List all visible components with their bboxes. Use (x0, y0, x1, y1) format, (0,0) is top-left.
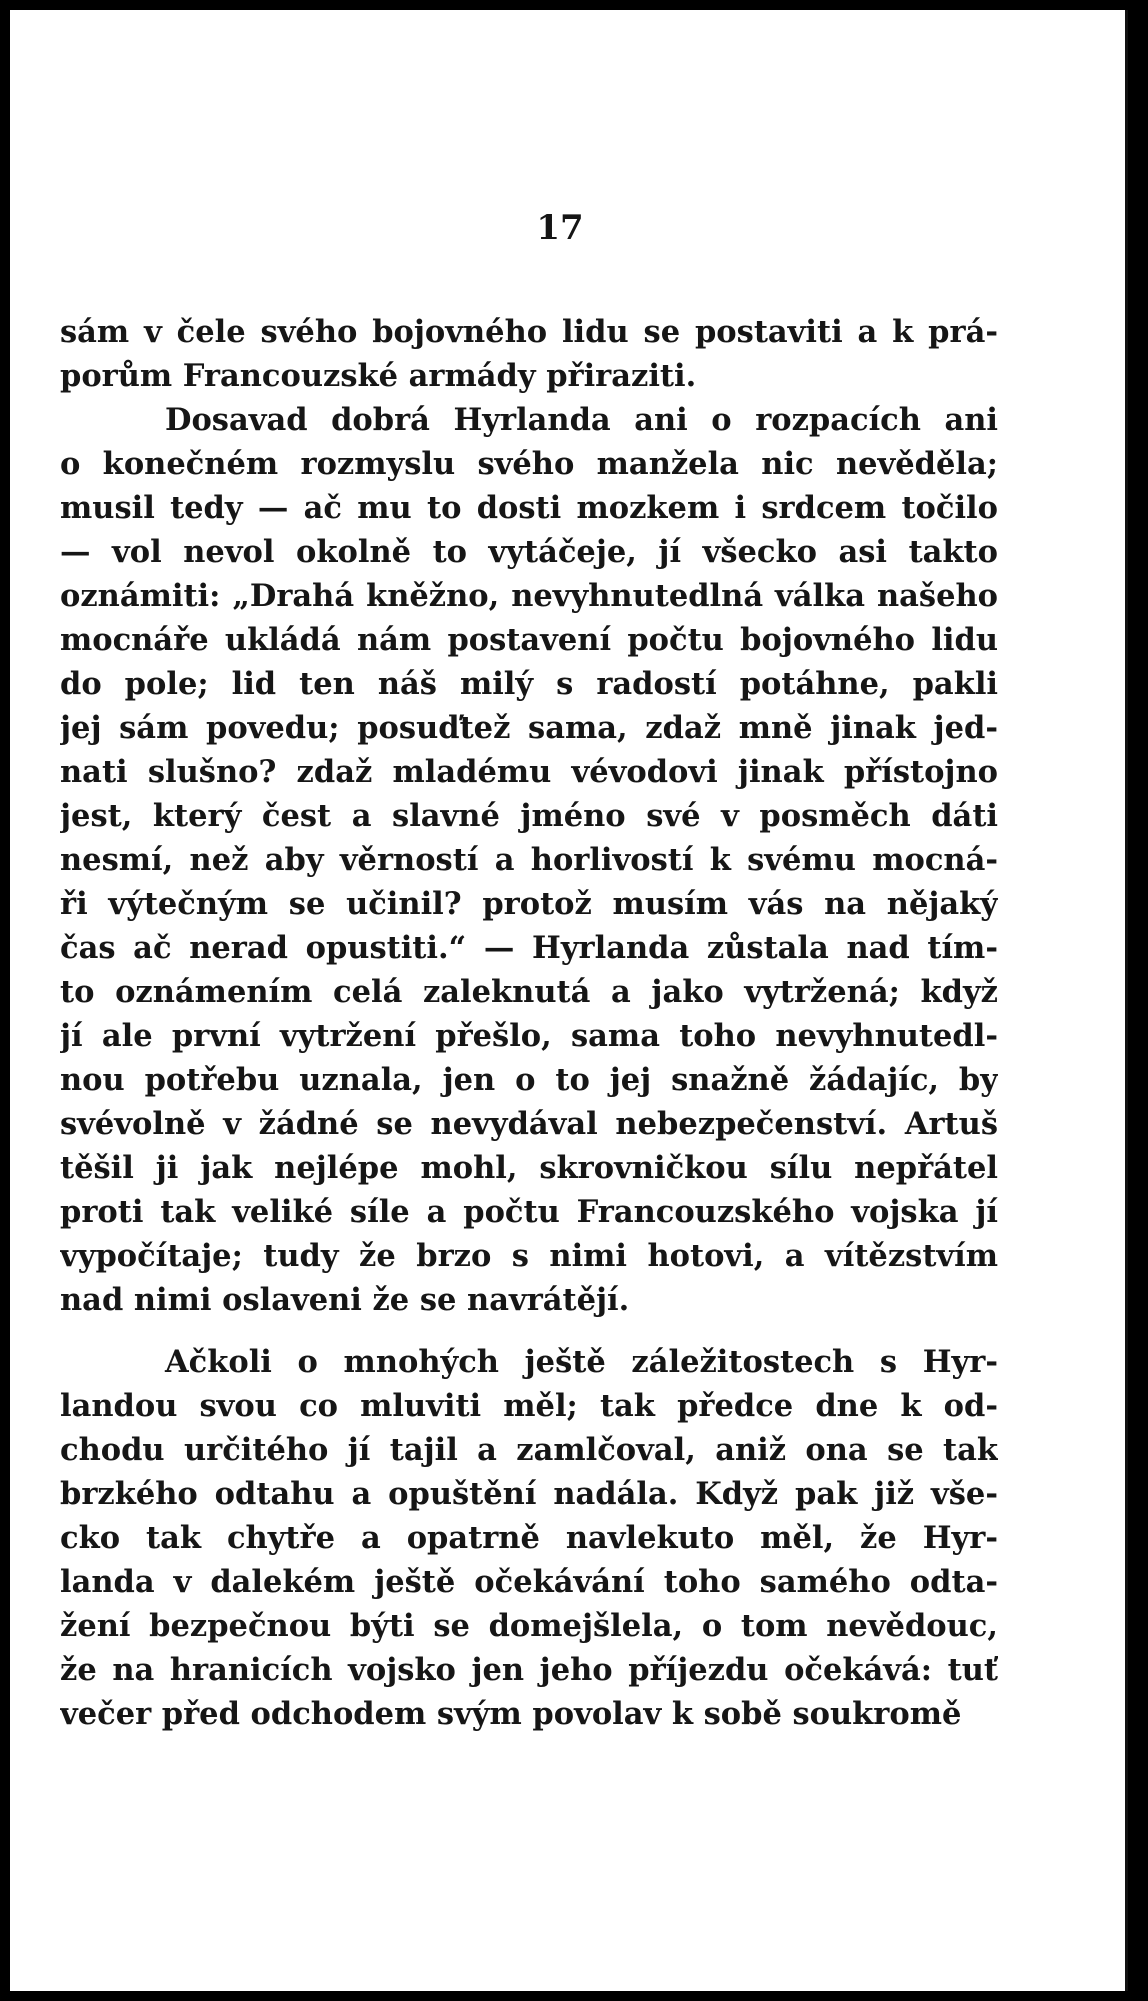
text-line: Dosavad dobrá Hyrlanda ani o rozpacích ani (165, 402, 998, 438)
text-line: nad nimi oslaveni že se navrátějí. (60, 1282, 630, 1318)
text-line: do pole; lid ten náš milý s radostí potáhne, pakli (60, 666, 998, 702)
text-line: chodu určitého jí tajil a zamlčoval, aniž ona se tak (60, 1432, 998, 1468)
text-line: Ačkoli o mnohých ještě záležitostech s Hyr- (165, 1344, 998, 1380)
text-line: žení bezpečnou býti se domejšlela, o tom nevědouc, (60, 1608, 998, 1644)
text-line: jí ale první vytržení přešlo, sama toho nevyhnutedl- (60, 1018, 998, 1054)
text-line: landou svou co mluviti měl; tak předce dne k od- (60, 1388, 998, 1424)
text-line: večer před odchodem svým povolav k sobě soukromě (60, 1696, 962, 1732)
text-line: vypočítaje; tudy že brzo s nimi hotovi, a vítězstvím (60, 1238, 998, 1274)
text-line: oznámiti: „Drahá kněžno, nevyhnutedlná válka našeho (60, 578, 998, 614)
text-line: o konečném rozmyslu svého manžela nic nevěděla; (60, 446, 998, 482)
text-line: jest, který čest a slavné jméno své v posměch dáti (60, 798, 998, 834)
text-line: nati slušno? zdaž mladému vévodovi jinak přístojno (60, 754, 998, 790)
page-number: 17 (536, 208, 584, 248)
text-line: sám v čele svého bojovného lidu se postaviti a k prá- (60, 314, 998, 350)
text-line: čas ač nerad opustiti.“ — Hyrlanda zůstala nad tím- (60, 930, 998, 966)
text-line: landa v dalekém ještě očekávání toho samého odta- (60, 1564, 998, 1600)
text-line: musil tedy — ač mu to dosti mozkem i srdcem točilo (60, 490, 998, 526)
text-line: jej sám povedu; posuďtež sama, zdaž mně jinak jed- (60, 710, 998, 746)
text-line: ři výtečným se učinil? protož musím vás na nějaký (60, 886, 998, 922)
text-line: to oznámením celá zaleknutá a jako vytržená; když (60, 974, 998, 1010)
text-line: nou potřebu uznala, jen o to jej snažně žádajíc, by (60, 1062, 998, 1098)
text-line: proti tak veliké síle a počtu Francouzského vojska jí (60, 1194, 998, 1230)
text-line: mocnáře ukládá nám postavení počtu bojovného lidu (60, 622, 998, 658)
text-line: nesmí, než aby věrností a horlivostí k svému mocná- (60, 842, 998, 878)
text-line: že na hranicích vojsko jen jeho příjezdu očekává: tuť (60, 1652, 998, 1688)
paragraph-gap (60, 1322, 998, 1340)
book-page (10, 10, 1128, 1991)
body-text (60, 310, 998, 1736)
text-line: svévolně v žádné se nevydával nebezpečenství. Artuš (60, 1106, 998, 1142)
text-line: brzkého odtahu a opuštění nadála. Když pak již vše- (60, 1476, 998, 1512)
text-line: porům Francouzské armády přiraziti. (60, 358, 697, 394)
text-line: cko tak chytře a opatrně navlekuto měl, že Hyr- (60, 1520, 998, 1556)
text-line: — vol nevol okolně to vytáčeje, jí všecko asi takto (60, 534, 998, 570)
text-line: těšil ji jak nejlépe mohl, skrovničkou sílu nepřátel (60, 1150, 998, 1186)
